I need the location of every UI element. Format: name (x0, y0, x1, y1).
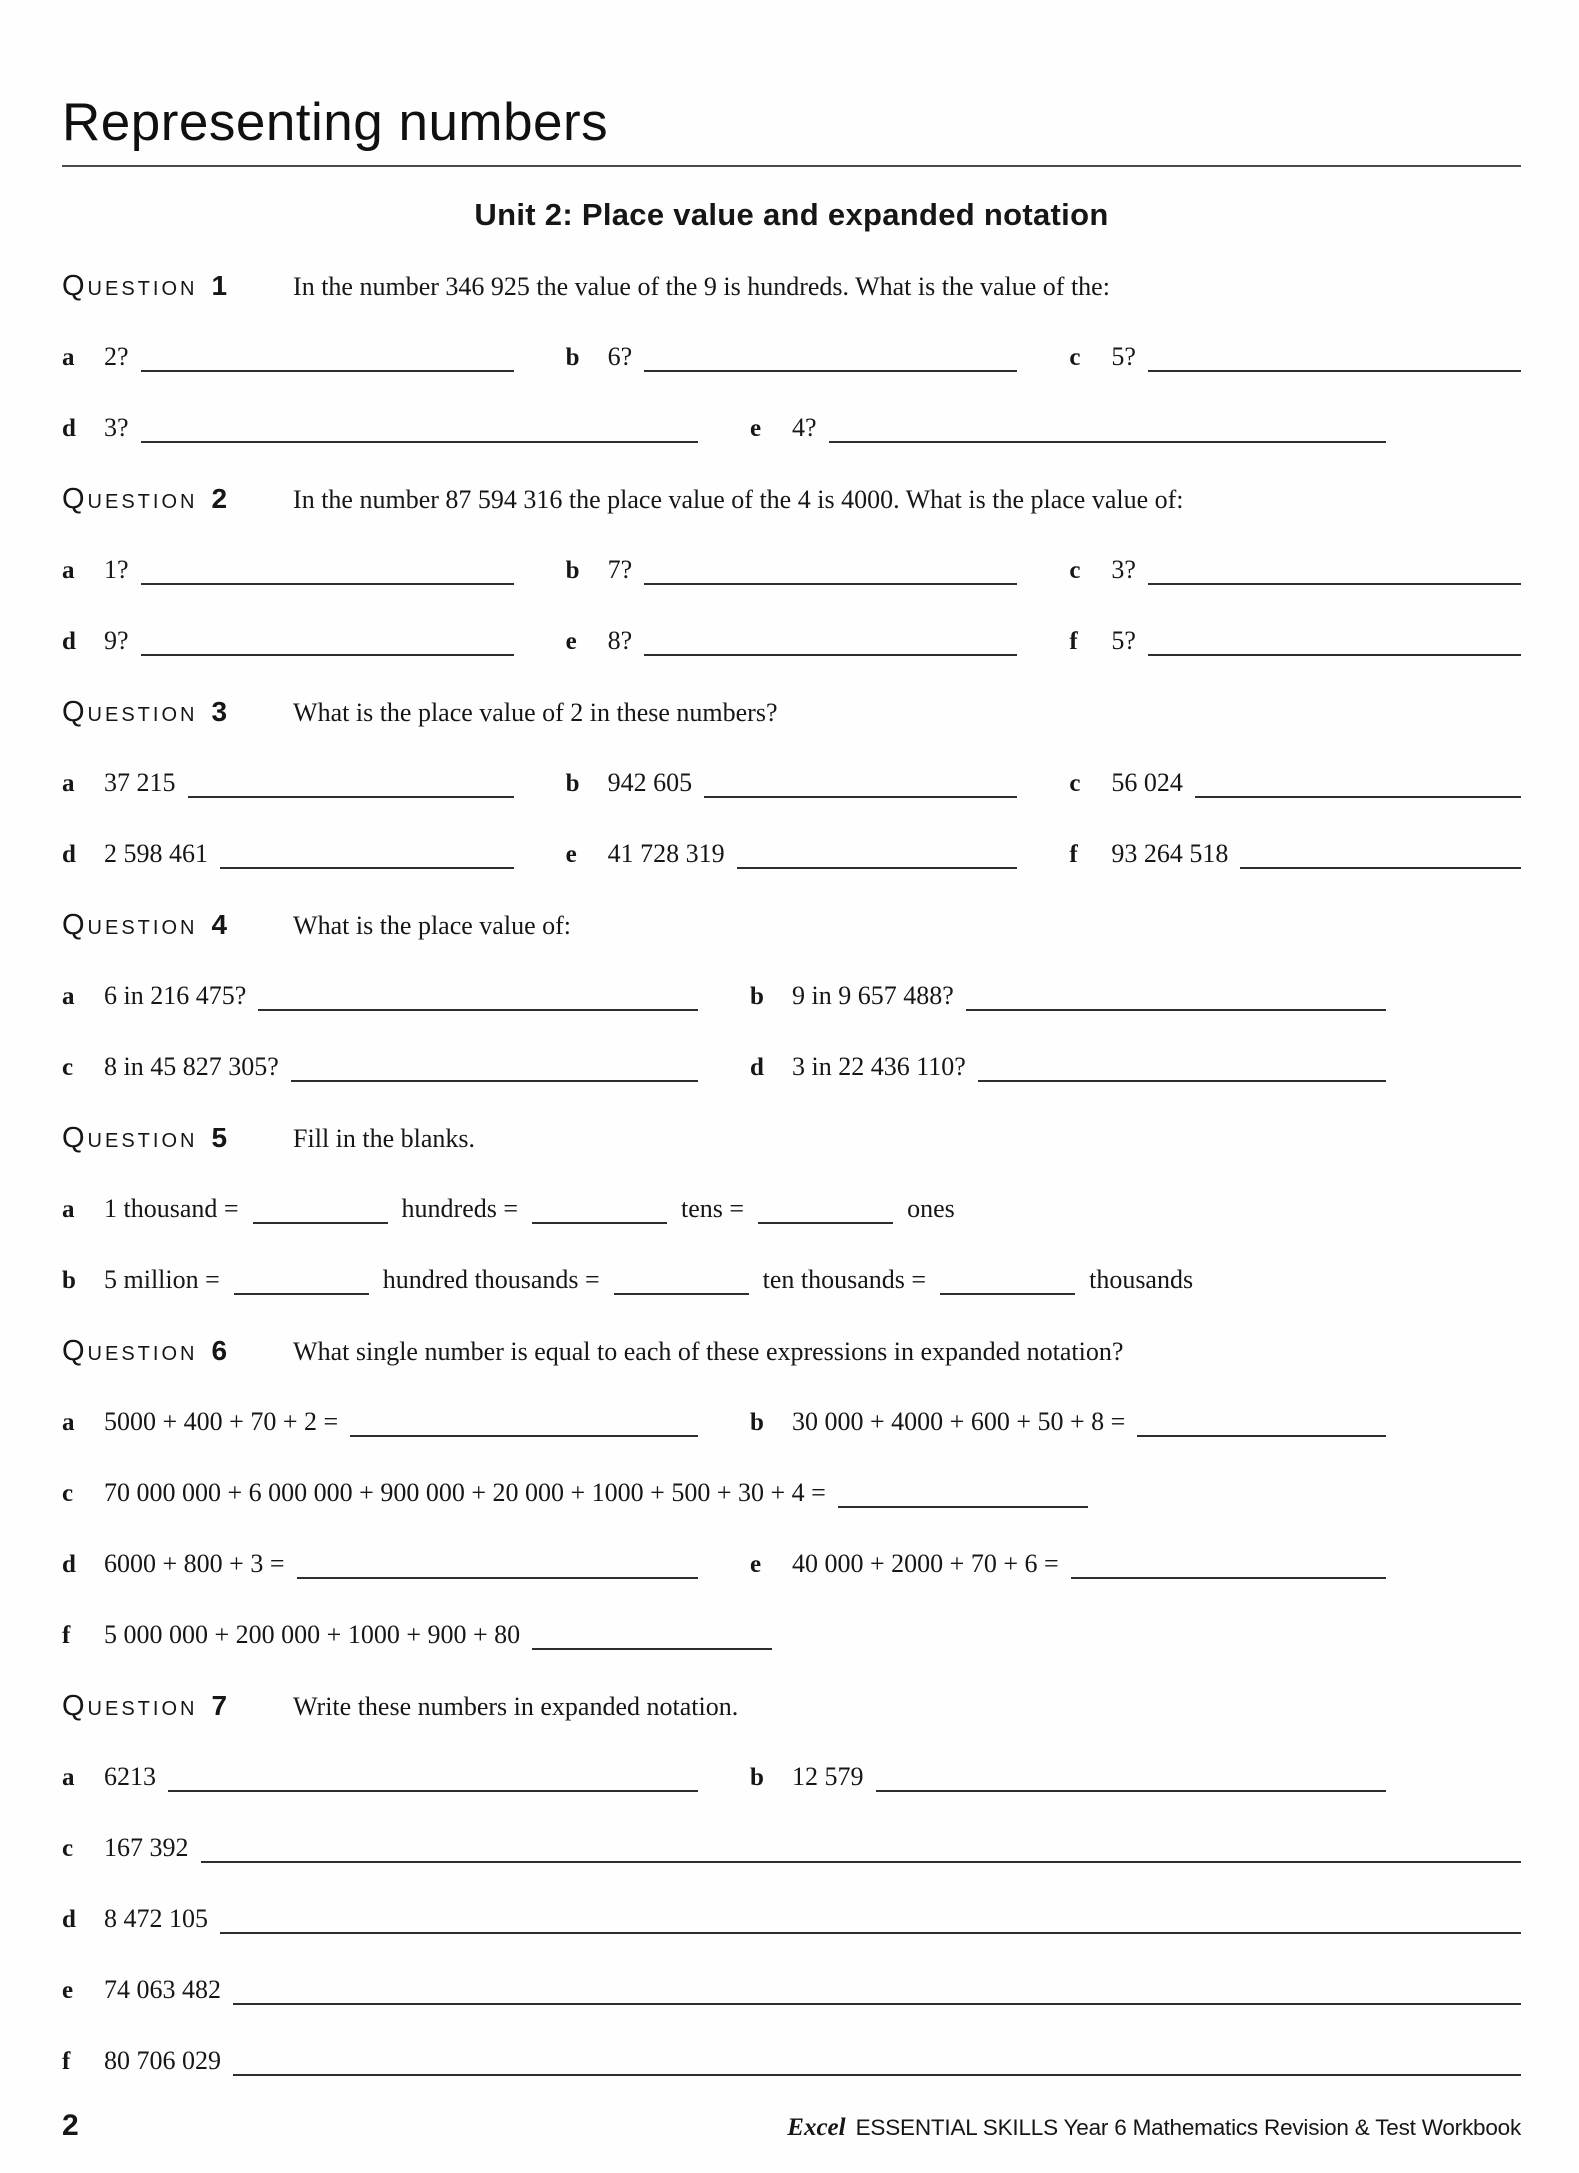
answer-blank[interactable] (141, 362, 514, 372)
question-number: 6 (211, 1335, 228, 1366)
answer-item (750, 1050, 1386, 1085)
answer-blank[interactable] (1137, 1427, 1386, 1437)
question-heading (62, 1689, 1521, 1724)
answer-blank[interactable] (829, 433, 1386, 443)
question-4 (62, 908, 1521, 1085)
answer-row (62, 340, 1521, 375)
answer-blank[interactable] (532, 1214, 667, 1224)
answer-item (62, 979, 698, 1014)
question-prompt: What is the place value of: (293, 911, 571, 940)
answer-row (62, 1618, 1521, 1653)
item-text: 6? (607, 342, 633, 371)
item-letter: a (62, 1409, 75, 1436)
page-content (62, 0, 1521, 2079)
answer-item (62, 411, 698, 446)
answer-row (62, 624, 1521, 659)
answer-item (566, 340, 1018, 375)
answer-item (62, 340, 514, 375)
item-letter: e (565, 841, 577, 868)
question-5 (62, 1121, 1521, 1298)
item-text: 8 in 45 827 305? (104, 1052, 279, 1081)
item-letter: b (565, 770, 580, 797)
item-text: 9? (104, 626, 129, 655)
question-1 (62, 269, 1521, 446)
answer-blank[interactable] (614, 1285, 749, 1295)
answer-blank[interactable] (966, 1001, 1386, 1011)
answer-blank[interactable] (978, 1072, 1386, 1082)
answer-item (62, 2044, 1521, 2079)
question-prompt: In the number 87 594 316 the place value of the 4 is 4000. What is the place value of: (293, 485, 1184, 514)
answer-blank[interactable] (737, 859, 1018, 869)
answer-item (62, 1547, 698, 1582)
question-prompt: What is the place value of 2 in these numbers? (293, 698, 778, 727)
item-text: hundred thousands = (382, 1265, 600, 1294)
item-letter: f (1069, 841, 1078, 868)
item-text: 167 392 (104, 1833, 189, 1862)
answer-row (62, 1831, 1521, 1866)
question-number: 1 (211, 270, 228, 301)
answer-item (62, 837, 514, 872)
answer-blank[interactable] (220, 859, 514, 869)
answer-row (62, 766, 1521, 801)
item-letter: d (62, 841, 76, 868)
question-label: Question (62, 1335, 198, 1367)
answer-blank[interactable] (1195, 788, 1521, 798)
answer-row (62, 1547, 1521, 1582)
question-3 (62, 695, 1521, 872)
item-text: 2? (104, 342, 129, 371)
answer-item (1069, 340, 1521, 375)
series-title: ESSENTIAL SKILLS Year 6 Mathematics Revision & Test Workbook (855, 2115, 1521, 2140)
unit-title: Unit 2: Place value and expanded notation (474, 197, 1109, 232)
answer-item (566, 624, 1018, 659)
answer-blank[interactable] (201, 1853, 1522, 1863)
answer-blank[interactable] (297, 1569, 699, 1579)
answer-blank[interactable] (233, 2066, 1521, 2076)
item-text: 6213 (104, 1762, 156, 1791)
item-text: 5? (1111, 342, 1136, 371)
item-text: 37 215 (104, 768, 176, 797)
item-text: 5? (1111, 626, 1136, 655)
item-text: 70 000 000 + 6 000 000 + 900 000 + 20 000 + 1000 + 500 + 30 + 4 = (104, 1478, 826, 1507)
page-footer (62, 2109, 1521, 2143)
answer-blank[interactable] (644, 575, 1017, 585)
item-letter: a (62, 1196, 75, 1223)
item-letter: d (750, 1054, 764, 1081)
answer-blank[interactable] (350, 1427, 698, 1437)
answer-row (62, 979, 1521, 1014)
answer-row (62, 1902, 1521, 1937)
answer-blank[interactable] (644, 362, 1017, 372)
item-text: 40 000 + 2000 + 70 + 6 = (792, 1549, 1059, 1578)
item-text: 6 in 216 475? (104, 981, 247, 1010)
item-text: hundreds = (401, 1194, 519, 1223)
item-text: 30 000 + 4000 + 600 + 50 + 8 = (792, 1407, 1126, 1436)
question-number: 5 (211, 1122, 228, 1153)
answer-blank[interactable] (253, 1214, 388, 1224)
page-number: 2 (62, 2109, 79, 2142)
question-label: Question (62, 270, 198, 302)
item-text: 56 024 (1111, 768, 1183, 797)
item-text: 12 579 (792, 1762, 864, 1791)
answer-row (62, 1050, 1521, 1085)
item-letter: c (1069, 770, 1081, 797)
answer-blank[interactable] (233, 1995, 1521, 2005)
answer-row (62, 411, 1521, 446)
footer-text (787, 2114, 1521, 2142)
answer-blank[interactable] (234, 1285, 369, 1295)
answer-item (62, 766, 514, 801)
item-text: 5 million = (104, 1265, 220, 1294)
answer-item (750, 1547, 1386, 1582)
question-prompt: Write these numbers in expanded notation. (293, 1692, 739, 1721)
answer-blank[interactable] (1148, 362, 1521, 372)
answer-blank[interactable] (291, 1072, 698, 1082)
answer-item (1069, 766, 1521, 801)
answer-item (62, 1405, 698, 1440)
item-letter: a (62, 770, 75, 797)
question-prompt: Fill in the blanks. (293, 1124, 476, 1153)
answer-item (62, 1973, 1521, 2008)
item-letter: b (750, 983, 764, 1010)
item-letter: f (1069, 628, 1078, 655)
brand-logo: Excel (787, 2114, 846, 2141)
answer-blank[interactable] (1240, 859, 1521, 869)
item-text: 41 728 319 (607, 839, 725, 868)
question-2 (62, 482, 1521, 659)
item-letter: d (62, 628, 76, 655)
question-label: Question (62, 483, 198, 515)
item-text: 80 706 029 (104, 2046, 221, 2075)
answer-blank[interactable] (141, 646, 514, 656)
answer-blank[interactable] (258, 1001, 698, 1011)
item-text: 74 063 482 (104, 1975, 221, 2004)
answer-item (1069, 624, 1521, 659)
question-6 (62, 1334, 1521, 1653)
item-text: 942 605 (607, 768, 693, 797)
answer-blank[interactable] (644, 646, 1017, 656)
answer-row (62, 2044, 1521, 2079)
answer-item (62, 1050, 698, 1085)
item-letter: a (62, 1764, 75, 1791)
item-letter: c (1069, 344, 1081, 371)
question-heading (62, 908, 1521, 943)
answer-item (1069, 837, 1521, 872)
item-letter: a (62, 983, 75, 1010)
question-heading (62, 482, 1521, 517)
answer-blank[interactable] (141, 575, 514, 585)
item-letter: b (750, 1409, 764, 1436)
question-label: Question (62, 696, 198, 728)
item-text: 5 000 000 + 200 000 + 1000 + 900 + 80 (104, 1620, 521, 1649)
item-letter: d (62, 1906, 76, 1933)
item-letter: b (750, 1764, 764, 1791)
item-letter: e (62, 1977, 74, 2004)
answer-row (62, 1760, 1521, 1795)
item-text: 5000 + 400 + 70 + 2 = (104, 1407, 339, 1436)
answer-item (750, 411, 1386, 446)
answer-item (62, 1760, 698, 1795)
answer-row (62, 837, 1521, 872)
answer-blank[interactable] (940, 1285, 1075, 1295)
item-text: 8? (607, 626, 633, 655)
item-letter: c (62, 1835, 74, 1862)
answer-blank[interactable] (758, 1214, 893, 1224)
item-letter: f (62, 1622, 71, 1649)
answer-row (62, 1192, 1521, 1227)
item-letter: b (565, 557, 580, 584)
item-text: 3? (104, 413, 129, 442)
answer-row (62, 1405, 1521, 1440)
item-text: 6000 + 800 + 3 = (104, 1549, 285, 1578)
item-text: tens = (681, 1194, 745, 1223)
question-heading (62, 695, 1521, 730)
answer-item (566, 553, 1018, 588)
answer-item (62, 1831, 1521, 1866)
title-rule (62, 165, 1521, 167)
item-text: 1? (104, 555, 129, 584)
item-letter: b (62, 1267, 76, 1294)
answer-row (62, 1263, 1521, 1298)
question-label: Question (62, 1690, 198, 1722)
answer-blank[interactable] (220, 1924, 1521, 1934)
item-letter: b (565, 344, 580, 371)
question-number: 2 (211, 483, 228, 514)
answer-blank[interactable] (704, 788, 1017, 798)
answer-blank[interactable] (532, 1640, 772, 1650)
item-letter: e (750, 415, 762, 442)
item-text: ten thousands = (762, 1265, 927, 1294)
answer-row (62, 553, 1521, 588)
question-heading (62, 269, 1521, 304)
item-letter: d (62, 1551, 76, 1578)
answer-item (62, 1902, 1521, 1937)
answer-row (62, 1476, 1521, 1511)
page-title: Representing numbers (62, 93, 609, 152)
answer-item (750, 979, 1386, 1014)
answer-blank[interactable] (188, 788, 514, 798)
item-text: 3 in 22 436 110? (792, 1052, 966, 1081)
item-letter: d (62, 415, 76, 442)
answer-blank[interactable] (1071, 1569, 1386, 1579)
item-text: 8 472 105 (104, 1904, 208, 1933)
answer-blank[interactable] (876, 1782, 1387, 1792)
item-letter: c (1069, 557, 1081, 584)
item-text: 2 598 461 (104, 839, 208, 868)
question-number: 3 (211, 696, 228, 727)
question-number: 4 (211, 909, 228, 940)
answer-item (750, 1760, 1386, 1795)
question-7 (62, 1689, 1521, 2079)
item-text: 7? (607, 555, 633, 584)
answer-blank[interactable] (1148, 646, 1521, 656)
item-text: ones (907, 1194, 955, 1223)
item-text: 3? (1111, 555, 1136, 584)
item-letter: c (62, 1054, 74, 1081)
question-number: 7 (211, 1690, 228, 1721)
item-text: 1 thousand = (104, 1194, 239, 1223)
item-letter: c (62, 1480, 74, 1507)
answer-item (566, 837, 1018, 872)
item-text: 4? (792, 413, 817, 442)
item-text: 93 264 518 (1111, 839, 1229, 868)
question-heading (62, 1334, 1521, 1369)
answer-item (62, 624, 514, 659)
answer-item (62, 553, 514, 588)
answer-item (1069, 553, 1521, 588)
answer-item (566, 766, 1018, 801)
item-letter: f (62, 2048, 71, 2075)
question-label: Question (62, 909, 198, 941)
question-prompt: What single number is equal to each of these expressions in expanded notation? (293, 1337, 1124, 1366)
question-prompt: In the number 346 925 the value of the 9 is hundreds. What is the value of the: (293, 272, 1110, 301)
item-text: 9 in 9 657 488? (792, 981, 954, 1010)
item-text: thousands (1089, 1265, 1194, 1294)
question-heading (62, 1121, 1521, 1156)
answer-blank[interactable] (141, 433, 698, 443)
item-letter: e (750, 1551, 762, 1578)
answer-blank[interactable] (168, 1782, 698, 1792)
question-label: Question (62, 1122, 198, 1154)
answer-row (62, 1973, 1521, 2008)
answer-blank[interactable] (1148, 575, 1521, 585)
answer-blank[interactable] (838, 1498, 1088, 1508)
answer-item (750, 1405, 1386, 1440)
item-letter: a (62, 557, 75, 584)
item-letter: a (62, 344, 75, 371)
item-letter: e (565, 628, 577, 655)
